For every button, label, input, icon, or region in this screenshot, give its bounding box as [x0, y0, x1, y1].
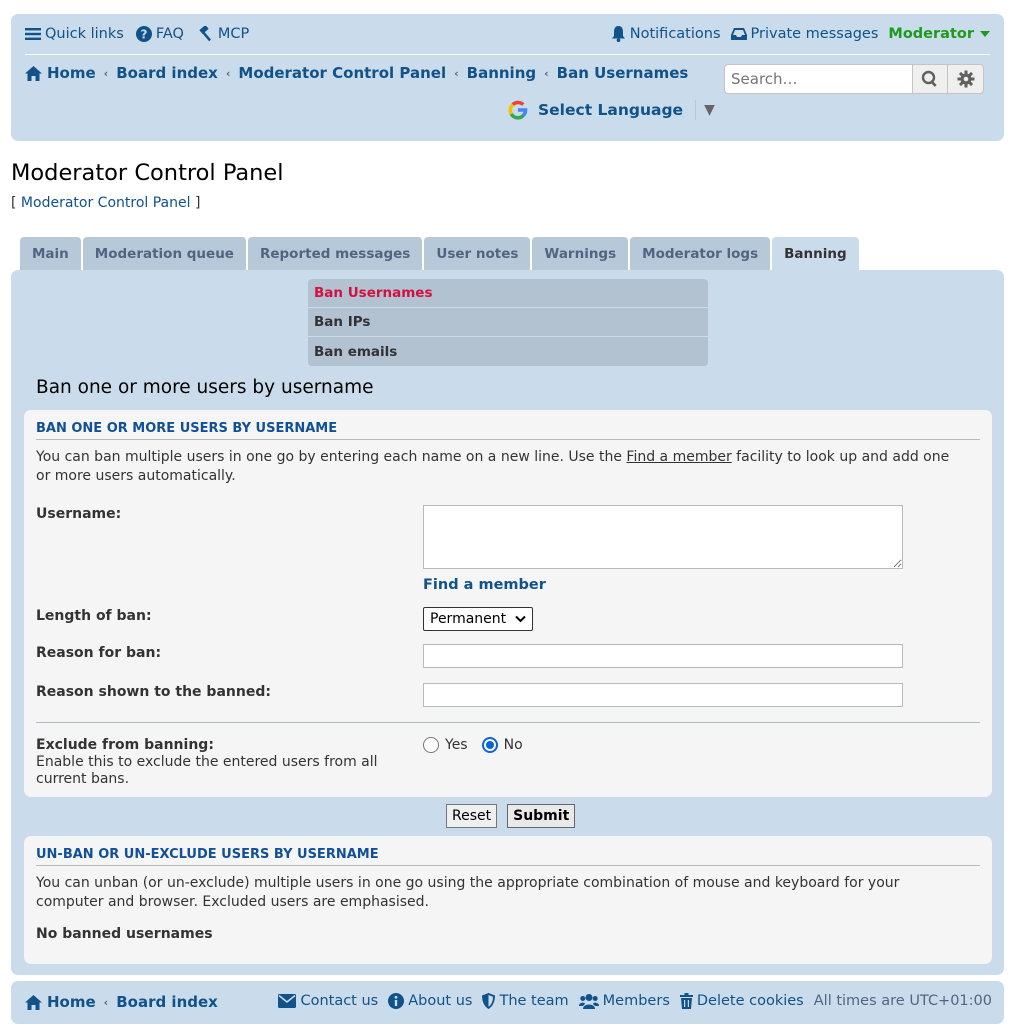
reason-label: Reason for ban:: [36, 645, 162, 661]
footer-board-index-link[interactable]: Board index: [116, 993, 218, 1011]
tab-reported-messages[interactable]: Reported messages: [248, 237, 422, 270]
home-icon: [25, 66, 42, 81]
notifications-link[interactable]: [611, 26, 721, 42]
ban-length-value: Permanent: [430, 611, 507, 627]
mcp-sub-link-wrapper: [ Moderator Control Panel ]: [11, 195, 201, 211]
breadcrumb-ban-usernames[interactable]: Ban Usernames: [556, 64, 689, 82]
gear-icon: [957, 70, 975, 88]
exclude-yes-label[interactable]: Yes: [445, 737, 468, 753]
breadcrumb: [25, 64, 688, 82]
page-title: Moderator Control Panel: [11, 160, 284, 186]
ban-intro-text: You can ban multiple users in one go by entering each name on a new line. Use the Find a member facility to look up and add one or more users automatically.: [36, 449, 950, 484]
google-logo-icon: [506, 98, 530, 122]
subtab-ban-ips[interactable]: Ban IPs: [308, 308, 708, 337]
info-circle-icon: [388, 993, 404, 1009]
shield-icon: [482, 993, 495, 1009]
language-selector[interactable]: [506, 98, 715, 122]
ban-box-title: BAN ONE OR MORE USERS BY USERNAME: [36, 421, 980, 440]
tab-warnings[interactable]: Warnings: [532, 237, 628, 270]
tab-main[interactable]: Main: [20, 237, 81, 270]
unban-box: [24, 836, 992, 964]
about-link[interactable]: About us: [388, 993, 472, 1009]
quick-links-menu[interactable]: [25, 26, 124, 42]
delete-cookies-link[interactable]: Delete cookies: [680, 993, 804, 1009]
faq-label: FAQ: [155, 26, 184, 42]
footer-home-link[interactable]: Home: [25, 993, 96, 1011]
username-label: Username:: [36, 506, 122, 522]
members-link[interactable]: Members: [579, 993, 670, 1009]
breadcrumb-separator: ‹: [454, 66, 459, 80]
tab-banning[interactable]: Banning: [772, 237, 859, 271]
advanced-search-button[interactable]: [948, 64, 984, 94]
private-messages-label: Private messages: [750, 26, 879, 42]
subtab-ban-usernames[interactable]: Ban Usernames: [308, 279, 708, 308]
length-label: Length of ban:: [36, 608, 152, 624]
exclude-label: Exclude from banning:: [36, 737, 214, 753]
exclude-label-group: [36, 737, 396, 788]
quick-links-label: Quick links: [45, 26, 124, 42]
timezone-text: All times are UTC+01:00: [813, 993, 992, 1009]
home-icon: [25, 995, 42, 1010]
subtab-ban-emails[interactable]: Ban emails: [308, 337, 708, 366]
ban-length-select[interactable]: [423, 607, 533, 631]
private-messages-link[interactable]: [731, 26, 879, 42]
bell-icon: [611, 26, 626, 42]
breadcrumb-home[interactable]: Home: [25, 64, 96, 82]
contact-link[interactable]: Contact us: [278, 993, 378, 1009]
breadcrumb-banning[interactable]: Banning: [466, 64, 537, 82]
form-buttons: [446, 804, 575, 828]
username-textarea[interactable]: [423, 505, 903, 569]
exclude-no-radio[interactable]: [482, 737, 498, 753]
breadcrumb-board-index[interactable]: Board index: [116, 64, 218, 82]
breadcrumb-separator: ‹: [103, 66, 109, 80]
mcp-link[interactable]: [196, 26, 249, 42]
hamburger-icon: [25, 27, 41, 41]
user-menu[interactable]: [888, 26, 990, 42]
exclude-radio-group: [423, 737, 531, 753]
dropdown-arrow-icon: ▼: [704, 102, 715, 118]
inbox-icon: [731, 27, 747, 41]
question-circle-icon: [136, 26, 152, 42]
language-label: Select Language: [538, 101, 684, 119]
banning-submenu: [308, 279, 708, 366]
reason-shown-input[interactable]: [423, 683, 903, 707]
section-heading: Ban one or more users by username: [36, 377, 374, 398]
reason-input[interactable]: [423, 644, 903, 668]
gavel-icon: [196, 26, 214, 42]
reset-button[interactable]: Reset: [446, 804, 497, 828]
submit-button[interactable]: Submit: [507, 804, 575, 828]
main-panel: [11, 270, 1004, 975]
username-label: Moderator: [888, 26, 974, 42]
exclude-yes-radio[interactable]: [423, 737, 439, 753]
mcp-tabs: [20, 237, 859, 271]
reason-shown-label: Reason shown to the banned:: [36, 684, 271, 700]
exclude-no-label[interactable]: No: [503, 737, 523, 753]
footer-breadcrumb: [25, 993, 218, 1011]
footer-links: [278, 993, 992, 1009]
tab-user-notes[interactable]: User notes: [424, 237, 530, 270]
caret-down-icon: [980, 31, 990, 37]
team-link[interactable]: The team: [482, 993, 568, 1009]
no-banned-usernames: No banned usernames: [36, 926, 213, 942]
search-button[interactable]: [912, 64, 948, 94]
faq-link[interactable]: [136, 26, 184, 42]
tab-moderation-queue[interactable]: Moderation queue: [83, 237, 246, 270]
mcp-sub-link[interactable]: Moderator Control Panel: [20, 195, 191, 211]
breadcrumb-separator: ‹: [103, 995, 109, 1009]
find-member-link[interactable]: Find a member: [423, 577, 546, 593]
tab-moderator-logs[interactable]: Moderator logs: [630, 237, 770, 270]
trash-icon: [680, 993, 693, 1009]
envelope-icon: [278, 994, 296, 1008]
users-icon: [579, 993, 599, 1009]
unban-intro-text: You can unban (or un-exclude) multiple users in one go using the appropriate combination of mouse and keyboard for your computer and browser. Excluded users are emphasised.: [36, 875, 900, 910]
search-icon: [921, 70, 939, 88]
breadcrumb-mcp[interactable]: Moderator Control Panel: [238, 64, 447, 82]
notifications-label: Notifications: [629, 26, 721, 42]
form-divider: [36, 722, 980, 723]
breadcrumb-separator: ‹: [225, 66, 231, 80]
top-navbar: [25, 26, 990, 48]
site-footer: [11, 981, 1004, 1024]
ban-form-box: [24, 410, 992, 797]
chevron-down-icon: [515, 615, 526, 623]
language-divider: [695, 100, 696, 120]
exclude-description: Enable this to exclude the entered users from all current bans.: [36, 754, 378, 787]
unban-box-title: UN-BAN OR UN-EXCLUDE USERS BY USERNAME: [36, 847, 980, 866]
find-member-inline-link[interactable]: Find a member: [626, 449, 732, 465]
search-box: [724, 64, 984, 94]
mcp-label: MCP: [217, 26, 250, 42]
search-input[interactable]: [724, 64, 912, 94]
breadcrumb-separator: ‹: [544, 66, 549, 80]
svg-text:?: ?: [140, 27, 148, 42]
header-divider: [25, 54, 990, 55]
site-header: [11, 14, 1004, 141]
